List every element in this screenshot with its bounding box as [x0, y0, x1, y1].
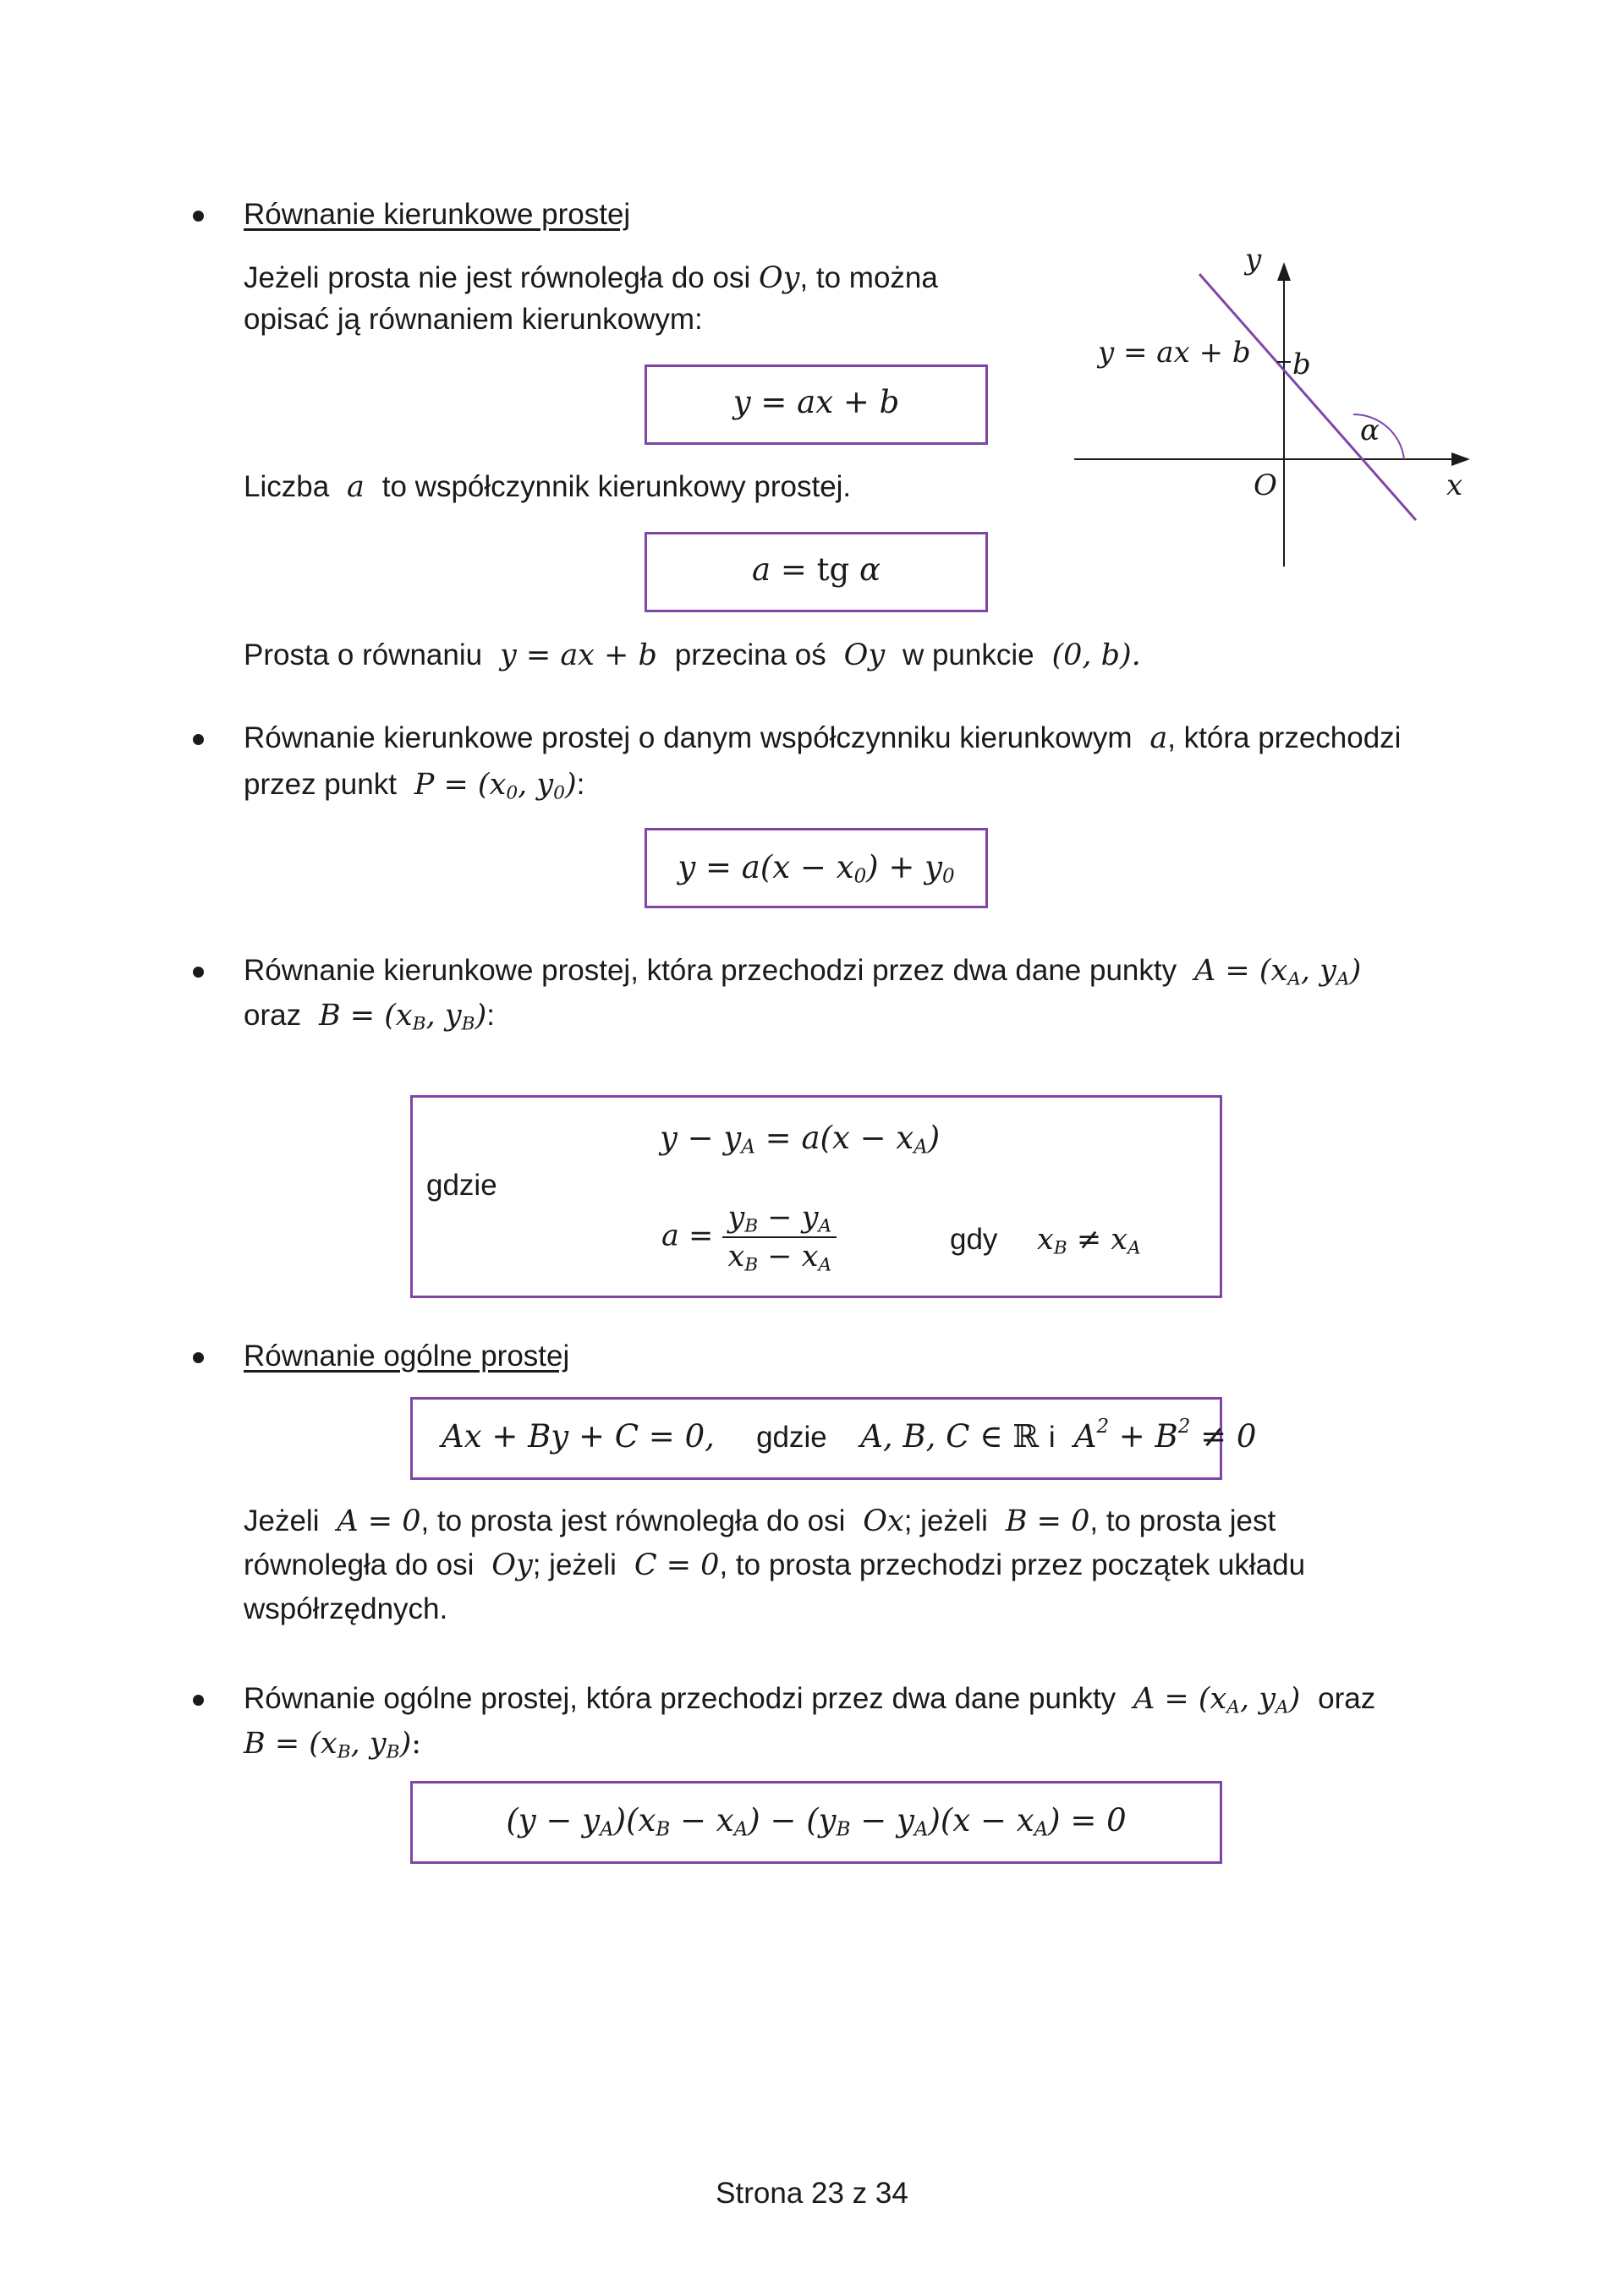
formula-general-two-point: $(y - y_A)(x_B - x_A) - (y_B - y_A)(x - x_A) = 0$: [506, 1802, 1127, 1841]
label-gdzie: gdzie: [426, 1169, 497, 1202]
graph-label-line: y = ax + b: [1098, 336, 1251, 370]
paragraph: Prosta o równaniu y = ax + b przecina oś Oy w punkcie (0, b).: [244, 638, 1141, 672]
line-graph: [1066, 237, 1497, 575]
paragraph: Jeżeli A = 0, to prosta jest równoległa do osi Ox; jeżeli B = 0, to prosta jest: [244, 1504, 1276, 1538]
section-title-general-form: Równanie ogólne prostej: [244, 1340, 570, 1373]
paragraph: $B = (x_B$, $y_B$):: [244, 1727, 422, 1763]
formula-box: [645, 828, 988, 908]
paragraph: równoległa do osi Oy; jeżeli C = 0, to prosta przechodzi przez początek układu: [244, 1548, 1306, 1582]
paragraph: Równanie kierunkowe prostej o danym współczynniku kierunkowym a, która przechodzi: [244, 721, 1402, 755]
paragraph: współrzędnych.: [244, 1592, 448, 1625]
x-axis-arrow-icon: [1451, 452, 1470, 466]
page-number: Strona 23 z 34: [716, 2177, 908, 2210]
paragraph: przez punkt $P = (x_0$, $y_0$):: [244, 768, 585, 804]
formula-general: Ax + By + C = 0, gdzie A, B, C ∈ ℝ i $A^2 + B^2 \ne 0$: [442, 1415, 1257, 1455]
graph-label-y: y: [1245, 243, 1262, 277]
y-axis-arrow-icon: [1277, 262, 1291, 281]
paragraph: oraz $B = (x_B$, $y_B$):: [244, 999, 495, 1035]
paragraph: opisać ją równaniem kierunkowym:: [244, 303, 703, 336]
paragraph: Równanie kierunkowe prostej, która przechodzi przez dwa dane punkty $A = (x_A$, $y_A$): [244, 954, 1362, 990]
graph-label-b: b: [1292, 348, 1311, 381]
paragraph: Jeżeli prosta nie jest równoległa do osi Oy, to można: [244, 261, 938, 295]
graph-label-alpha: α: [1360, 414, 1380, 447]
bullet: [193, 967, 204, 978]
formula-box: [410, 1781, 1222, 1864]
formula-slope: y = ax + b: [732, 384, 900, 420]
paragraph: Równanie ogólne prostej, która przechodzi przez dwa dane punkty $A = (x_A$, $y_A$) oraz: [244, 1682, 1376, 1718]
graph-label-x: x: [1446, 469, 1463, 502]
formula-box: [410, 1397, 1257, 1480]
bullet: [193, 1352, 204, 1363]
formula-tangent: a = tg α: [752, 551, 881, 588]
condition-xb-neq-xa: $x_B \ne x_A$: [1037, 1223, 1141, 1259]
formula-two-point-slope: $y - y_A = a(x - x_A)$: [660, 1120, 941, 1159]
bullet: [193, 211, 204, 222]
section-title-slope-form: Równanie kierunkowe prostej: [244, 198, 631, 231]
formula-point-slope: $y = a(x - x_0) + y_0$: [678, 849, 955, 888]
formula-box: [645, 364, 988, 445]
formula-slope-fraction: a = $\frac{y_B - y_A}{x_B - x_A}$: [661, 1201, 837, 1274]
formula-box: [410, 1095, 1222, 1298]
graph-label-origin: O: [1254, 469, 1277, 502]
formula-box: [645, 532, 988, 612]
paragraph: Liczba a to współczynnik kierunkowy prostej.: [244, 470, 852, 504]
label-gdy: gdy: [950, 1223, 998, 1256]
bullet: [193, 734, 204, 745]
graph-line: [1199, 274, 1416, 520]
bullet: [193, 1695, 204, 1706]
